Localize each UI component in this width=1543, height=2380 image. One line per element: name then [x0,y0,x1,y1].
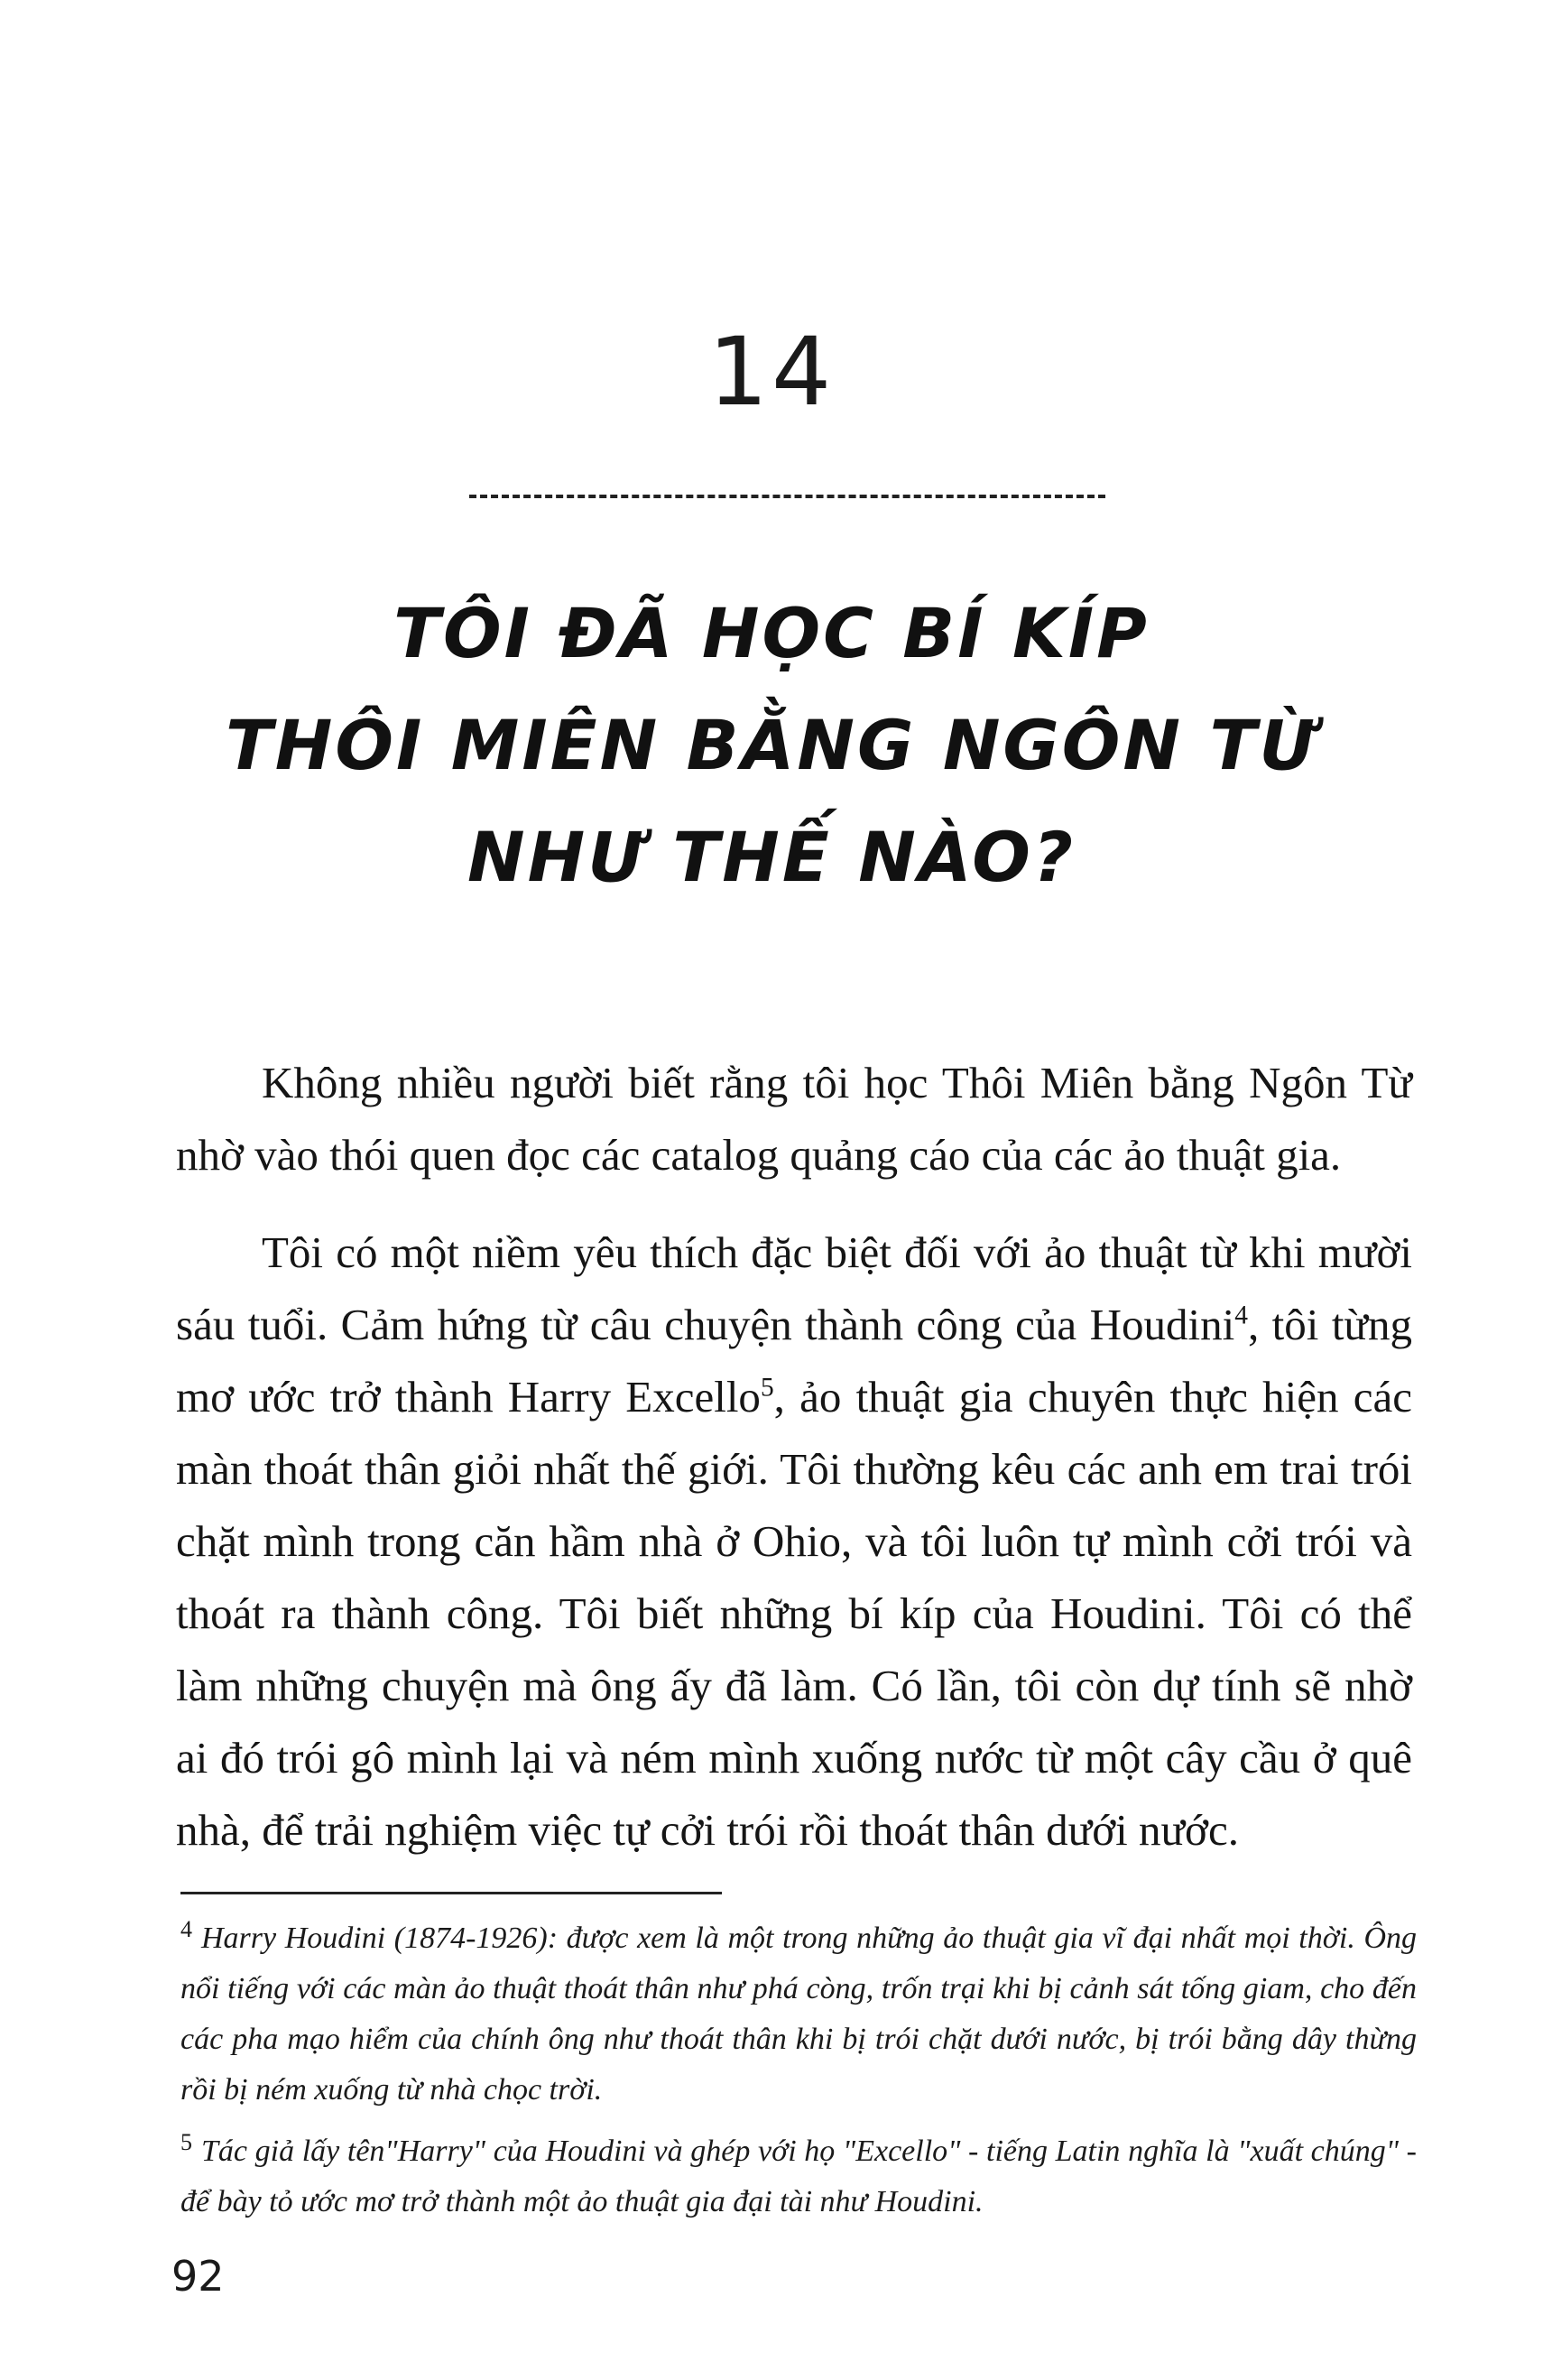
footnote-marker: 4 [180,1915,192,1942]
footnote-reference[interactable]: 4 [1234,1301,1248,1330]
footnote [180,2126,1417,2227]
page-number: 92 [171,2252,225,2301]
chapter-divider [469,495,1105,498]
chapter-title [0,578,1543,913]
footnote [180,1913,1417,2116]
footnote-text: Tác giả lấy tên"Harry" của Houdini và ghép với họ "Excello" - tiếng Latin nghĩa là "xuất chúng" - để bày tỏ ước mơ trở thành một ảo thuật gia đại tài như Houdini. [180,2135,1417,2218]
footnote-marker: 5 [180,2128,192,2155]
chapter-title-line: TÔI ĐÃ HỌC BÍ KÍP [393,593,1150,673]
chapter-number: 14 [707,317,836,427]
paragraph: Không nhiều người biết rằng tôi học Thôi Miên bằng Ngôn Từ nhờ vào thói quen đọc các catalog quảng cáo của các ảo thuật gia. [176,1058,1412,1180]
footnote-reference[interactable]: 5 [760,1373,774,1403]
paragraph-text: Tôi có một niềm yêu thích đặc biệt đối với ảo thuật từ khi mười sáu tuổi. Cảm hứng từ câu chuyện thành công của Houdini [176,1227,1412,1349]
footnote-text: Harry Houdini (1874-1926): được xem là một trong những ảo thuật gia vĩ đại nhất mọi thời. Ông nổi tiếng với các màn ảo thuật thoát thân như phá còng, trốn trại khi bị cảnh sát tống giam, cho đến các pha mạo hiểm của chính ông như thoát thân khi bị trói chặt dưới nước, bị trói bằng dây thừng rồi bị ném xuống từ nhà chọc trời. [180,1922,1417,2107]
footnote-divider [180,1892,722,1894]
body-text [176,1047,1412,1866]
chapter-title-line: THÔI MIÊN BẰNG NGÔN TỪ [225,705,1318,785]
paragraph [176,1217,1412,1866]
footnotes [180,1913,1417,2227]
chapter-title-line: NHƯ THẾ NÀO? [467,817,1076,897]
paragraph-text: , tôi từng mơ ước trở thành Harry Excello [176,1300,1412,1422]
paragraph-text: , ảo thuật gia chuyên thực hiện các màn thoát thân giỏi nhất thế giới. Tôi thường kêu các anh em trai trói chặt mình trong căn hầm nhà ở Ohio, và tôi luôn tự mình cởi trói và thoát ra thành công. Tôi biết những bí kíp của Houdini. Tôi có thể làm những chuyện mà ông ấy đã làm. Có lần, tôi còn dự tính sẽ nhờ ai đó trói gô mình lại và ném mình xuống nước từ một cây cầu ở quê nhà, để trải nghiệm việc tự cởi trói rồi thoát thân dưới nước. [176,1372,1412,1855]
